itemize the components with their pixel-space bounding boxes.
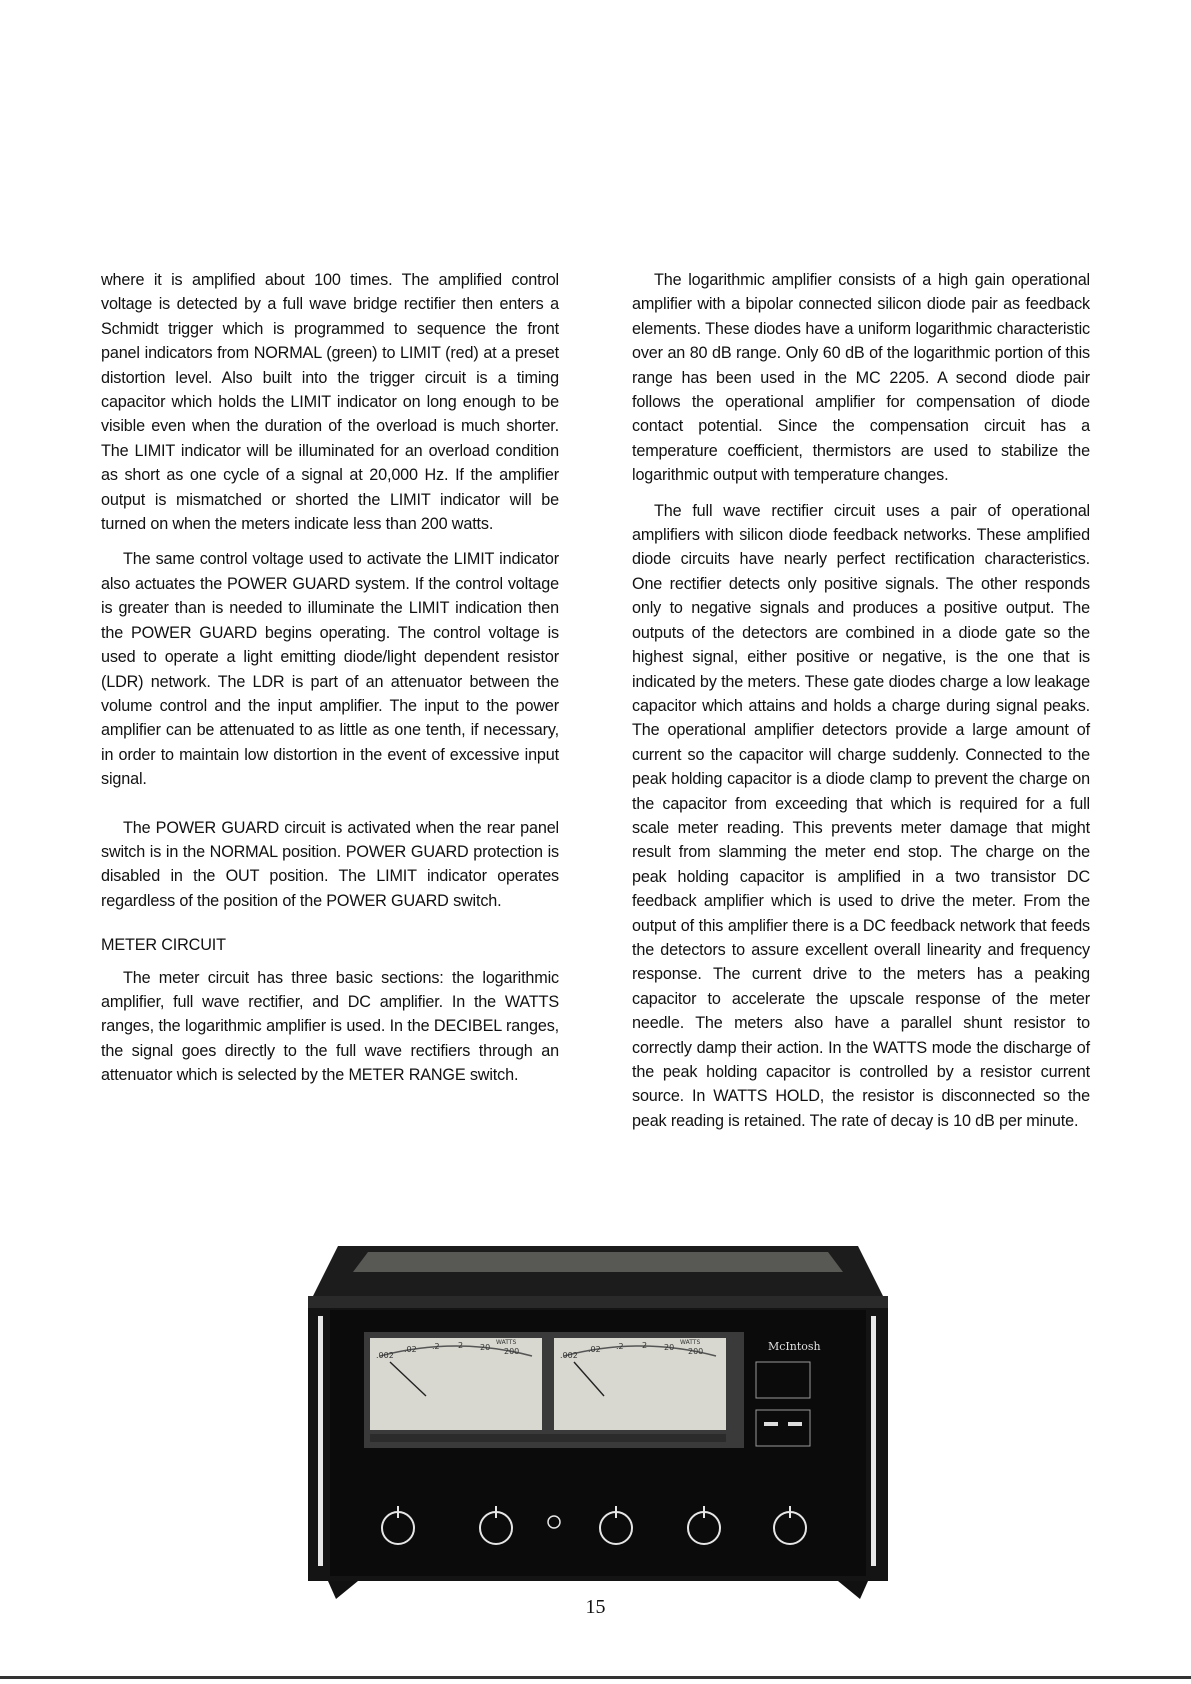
bottom-rule: [0, 1676, 1191, 1679]
amplifier-photo: [308, 1246, 888, 1599]
limit-lamp-left: [764, 1422, 778, 1426]
meter-unit-label: WATTS: [680, 1339, 701, 1346]
meter-scale-label: 2: [458, 1341, 464, 1350]
right-paragraph-1: The logarithmic amplifier consists of a high gain operational amplifier with a bipolar connected silicon diode pair as feedback elements. These diodes have a uniform logarithmic characteristic over an 80 dB range. Only 60 dB of the logarithmic portion of this range has been used in the MC 2205. A second diode pair follows the operational amplifier for compensation of diode contact potential. Since the compensation circuit has a temperature coefficient, thermistors are used to stabilize the logarithmic output with temperature changes.: [632, 271, 1090, 485]
meter-caption-strip: [370, 1434, 726, 1442]
meter-scale-label: 200: [688, 1347, 704, 1356]
right-paragraph-2: The full wave rectifier circuit uses a pair of operational amplifiers with silicon diode feedback networks. These amplified diode circuits have nearly perfect rectification characteristics. One rectifier detects only positive signals. The other responds only to negative signals and produces a positive output. The outputs of the detectors are combined in a diode gate so the highest signal, either positive or negative, is the one that is indicated by the meters. These gate diodes charge a low leakage capacitor which attains and holds a charge during signal peaks. The operational amplifier detectors provide a large amount of current so the capacitor will charge suddenly. Connected to the peak holding capacitor is a diode clamp to prevent the charge on the capacitor from exceeding that which is required for a full scale meter reading. This prevents meter damage that might result from slamming the meter end stop. The charge on the peak holding capacitor is amplified in a two transistor DC feedback amplifier which is used to drive the meter. From the output of this amplifier there is a DC feedback network that feeds the detectors to assure excellent overall linearity and frequency response. The current drive to the meters has a peaking capacitor to accelerate the upscale response of the meter needle. The meters also have a parallel shunt resistor to correctly damp their action. In the WATTS mode the discharge of the peak holding capacitor is controlled by a resistor current source. In WATTS HOLD, the resistor is disconnected so the peak reading is retained. The rate of decay is 10 dB per minute.: [632, 501, 1090, 1130]
right-text-column: [632, 268, 1090, 1144]
meter-scale-label: .2: [616, 1342, 624, 1351]
meter-scale-label: .02: [588, 1345, 601, 1354]
left-paragraph-2: The same control voltage used to activate the LIMIT indicator also actuates the POWER GUARD system. If the control voltage is greater than is needed to illuminate the LIMIT indication then the POWER GUARD begins operating. The control voltage is used to operate a light emitting diode/light dependent resistor (LDR) network. The LDR is part of an attenuator between the volume control and the input amplifier. The input to the power amplifier can be attenuated to as little as one tenth, if necessary, in order to maintain low distortion in the event of excessive input signal.: [101, 550, 559, 789]
left-handle: [318, 1316, 323, 1566]
limit-lamp-right: [788, 1422, 802, 1426]
meter-scale-label: .002: [560, 1351, 578, 1360]
brand-logo: McIntosh: [768, 1340, 821, 1353]
meter-scale-label: 2: [642, 1341, 648, 1350]
left-paragraph-3: The POWER GUARD circuit is activated when the rear panel switch is in the NORMAL position. POWER GUARD protection is disabled in the OUT position. The LIMIT indicator operates regardless of the position of the POWER GUARD switch.: [101, 818, 559, 910]
left-paragraph-1: where it is amplified about 100 times. The amplified control voltage is detected by a full wave bridge rectifier then enters a Schmidt trigger which is programmed to sequence the front panel indicators from NORMAL (green) to LIMIT (red) at a preset distortion level. Also built into the trigger circuit is a timing capacitor which holds the LIMIT indicator on long enough to be visible even when the duration of the overload is much shorter. The LIMIT indicator will be illuminated for an overload condition as short as one cycle of a signal at 20,000 Hz. If the amplifier output is mismatched or shorted the LIMIT indicator will be turned on when the meters indicate less than 200 watts.: [101, 271, 559, 534]
cabinet-top-reflection: [353, 1252, 843, 1272]
meter-scale-label: .2: [432, 1342, 440, 1351]
meter-unit-label: WATTS: [496, 1339, 517, 1346]
meter-scale-label: .002: [376, 1351, 394, 1360]
meter-scale-label: 20: [480, 1343, 491, 1352]
left-paragraph-4: The meter circuit has three basic sections: the logarithmic amplifier, full wave rectifier, and DC amplifier. In the WATTS ranges, the logarithmic amplifier is used. In the DECIBEL ranges, the signal goes directly to the full wave rectifiers through an attenuator which is selected by the METER RANGE switch.: [101, 968, 559, 1085]
meter-scale-label: .02: [404, 1345, 417, 1354]
page-number: 15: [585, 1596, 606, 1618]
meter-scale-label: 20: [664, 1343, 675, 1352]
right-handle: [871, 1316, 876, 1566]
meter-scale-label: 200: [504, 1347, 520, 1356]
cabinet-lip: [308, 1296, 888, 1308]
section-heading-meter-circuit: METER CIRCUIT: [101, 936, 226, 955]
left-text-column: [101, 268, 559, 1099]
